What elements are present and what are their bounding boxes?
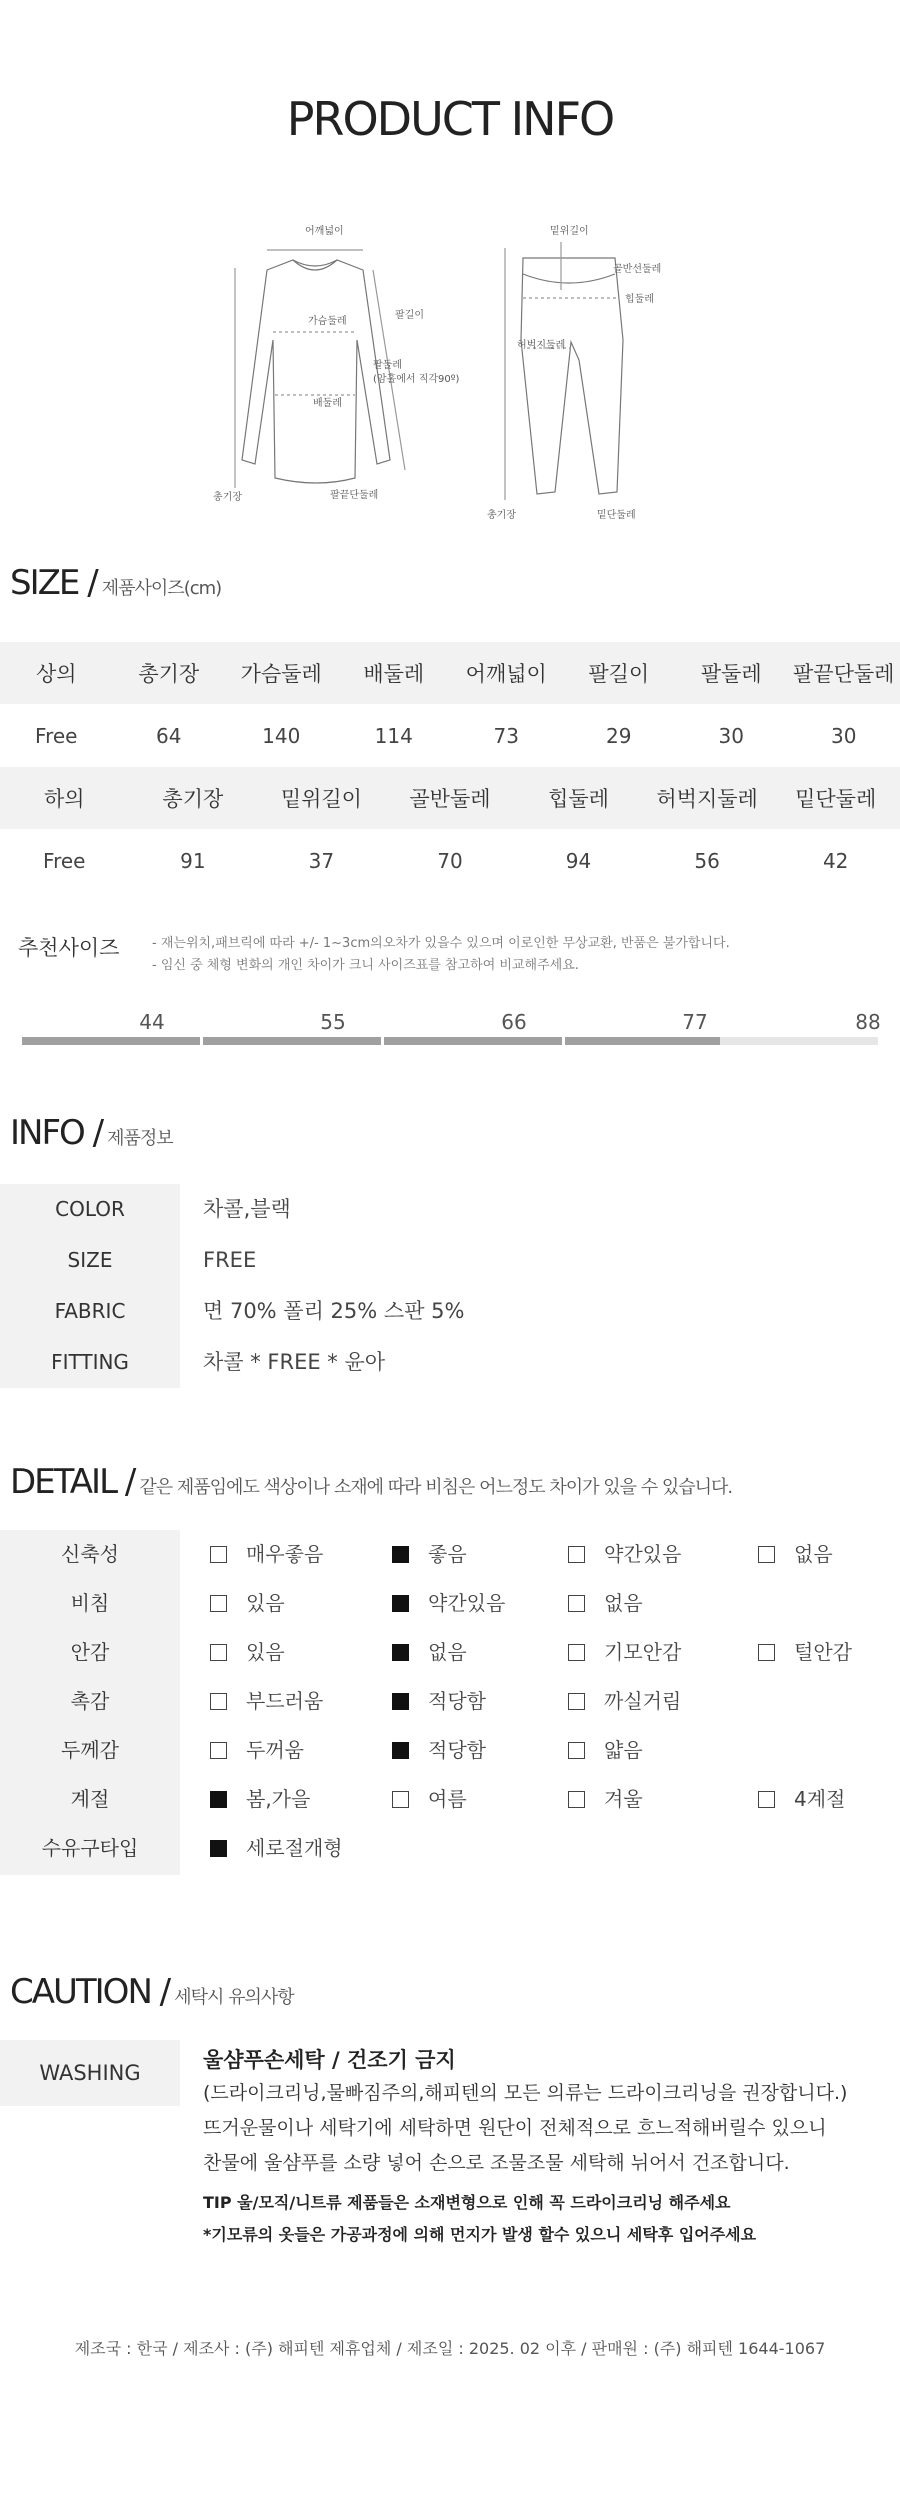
- checkbox[interactable]: [392, 1546, 409, 1563]
- size-heading-title: SIZE /: [10, 563, 97, 603]
- table-header-cell: 힙둘레: [514, 767, 643, 829]
- option-label: 두꺼움: [246, 1738, 304, 1762]
- diagram-label: 어깨넓이: [305, 226, 344, 237]
- detail-key: 안감: [70, 1640, 110, 1664]
- option-label: 있음: [246, 1640, 285, 1664]
- option-label: 세로절개형: [246, 1836, 343, 1860]
- checkbox[interactable]: [392, 1693, 409, 1710]
- checkbox[interactable]: [392, 1644, 409, 1661]
- detail-heading-sub: 같은 제품임에도 색상이나 소재에 따라 비침은 어느정도 차이가 있을 수 있습니다.: [139, 1477, 733, 1498]
- diagram-label: 팔끝단둘레: [330, 490, 379, 501]
- table-header-cell: 골반둘레: [386, 767, 515, 829]
- info-value: 차콜,블랙: [203, 1197, 291, 1221]
- detail-key: 촉감: [70, 1689, 110, 1713]
- table-header-cell: 허벅지둘레: [643, 767, 772, 829]
- option-label: 좋음: [428, 1542, 467, 1566]
- checkbox[interactable]: [568, 1546, 585, 1563]
- option-label: 부드러움: [246, 1689, 324, 1713]
- detail-key: 계절: [70, 1787, 110, 1811]
- washing-line: TIP 울/모직/니트류 제품들은 소재변형으로 인해 꼭 드라이크리닝 해주세요: [203, 2193, 731, 2212]
- table-cell: Free: [35, 723, 78, 748]
- table-cell: 140: [262, 723, 301, 748]
- detail-heading: [10, 1462, 732, 1502]
- size-scale-segment: [565, 1037, 720, 1045]
- bottom-size-table: [0, 767, 900, 892]
- checkbox[interactable]: [210, 1840, 227, 1857]
- detail-row: [0, 1628, 900, 1677]
- checkbox[interactable]: [568, 1595, 585, 1612]
- table-header-cell: 팔길이: [563, 642, 676, 704]
- size-scale-segment: [720, 1037, 878, 1045]
- info-key: FITTING: [0, 1337, 180, 1388]
- table-cell: 64: [156, 723, 182, 748]
- diagram-label: 배둘레: [313, 398, 342, 409]
- checkbox[interactable]: [568, 1693, 585, 1710]
- info-row: [0, 1184, 900, 1235]
- size-note: - 임신 중 체형 변화의 개인 차이가 크니 사이즈표를 참고하여 비교해주세요.: [152, 958, 579, 973]
- table-row: [0, 704, 900, 767]
- washing-key: WASHING: [0, 2040, 180, 2106]
- table-header-cell: 배둘레: [338, 642, 451, 704]
- checkbox[interactable]: [758, 1791, 775, 1808]
- table-header-cell: 총기장: [113, 642, 226, 704]
- table-cell: Free: [43, 848, 86, 873]
- checkbox[interactable]: [758, 1546, 775, 1563]
- option-label: 겨울: [604, 1787, 643, 1811]
- option-label: 봄,가을: [246, 1787, 311, 1811]
- diagram-label: 총기장: [487, 510, 516, 521]
- detail-key: 두께감: [61, 1738, 119, 1762]
- table-cell: 94: [565, 848, 592, 873]
- caution-heading-sub: 세탁시 유의사항: [174, 1987, 294, 2008]
- table-header-cell: 팔끝단둘레: [788, 642, 900, 704]
- checkbox[interactable]: [392, 1595, 409, 1612]
- info-heading: [10, 1113, 173, 1153]
- table-row: [0, 829, 900, 892]
- diagram-label: 팔길이: [395, 310, 424, 321]
- info-value: 차콜 * FREE * 윤아: [203, 1350, 386, 1374]
- option-label: 약간있음: [604, 1542, 682, 1566]
- caution-heading-title: CAUTION /: [10, 1972, 170, 2012]
- checkbox[interactable]: [568, 1644, 585, 1661]
- detail-key: 수유구타입: [41, 1836, 139, 1860]
- size-diagram: [205, 220, 665, 530]
- scale-label: 88: [855, 1010, 881, 1034]
- option-label: 적당함: [428, 1738, 486, 1762]
- checkbox[interactable]: [568, 1742, 585, 1759]
- table-header-cell: 팔둘레: [675, 642, 788, 704]
- option-label: 기모안감: [604, 1640, 682, 1664]
- option-label: 약간있음: [428, 1591, 506, 1615]
- washing-line: 뜨거운물이나 세탁기에 세탁하면 원단이 전체적으로 흐느적해버릴수 있으니: [203, 2117, 827, 2139]
- checkbox[interactable]: [568, 1791, 585, 1808]
- diagram-label: 팔둘레: [373, 360, 402, 371]
- option-label: 4계절: [794, 1787, 846, 1811]
- table-header-cell: 가슴둘레: [225, 642, 338, 704]
- top-size-table: [0, 642, 900, 767]
- washing-line: (드라이크리닝,물빠짐주의,해피텐의 모든 의류는 드라이크리닝을 권장합니다.): [203, 2082, 848, 2104]
- table-cell: 42: [822, 848, 849, 873]
- info-heading-sub: 제품정보: [107, 1128, 173, 1149]
- size-heading-sub: 제품사이즈(cm): [101, 578, 222, 599]
- info-key: COLOR: [0, 1184, 180, 1235]
- size-note: - 재는위치,패브릭에 따라 +/- 1~3cm의오차가 있을수 있으며 이로인한 무상교환, 반품은 불가합니다.: [152, 936, 730, 951]
- table-header-cell: 어깨넓이: [450, 642, 563, 704]
- table-header-cell: 상의: [0, 642, 113, 704]
- detail-heading-title: DETAIL /: [10, 1462, 135, 1502]
- scale-label: 44: [139, 1010, 165, 1034]
- size-scale-segment: [203, 1037, 381, 1045]
- table-header-cell: 하의: [0, 767, 129, 829]
- diagram-label: 골반선둘레: [613, 264, 662, 275]
- checkbox[interactable]: [210, 1595, 227, 1612]
- info-row: [0, 1337, 900, 1388]
- table-cell: 91: [180, 848, 206, 873]
- size-heading: [10, 563, 221, 603]
- table-cell: 73: [493, 723, 519, 748]
- checkbox[interactable]: [392, 1791, 409, 1808]
- table-header-row: [0, 642, 900, 704]
- option-label: 매우좋음: [246, 1542, 324, 1566]
- detail-row: [0, 1530, 900, 1579]
- detail-row: [0, 1775, 900, 1824]
- info-value: FREE: [203, 1248, 257, 1272]
- option-label: 얇음: [604, 1738, 643, 1762]
- table-header-cell: 총기장: [129, 767, 258, 829]
- table-header-row: [0, 767, 900, 829]
- diagram-label: (암홀에서 직각90º): [373, 374, 460, 385]
- recommend-size-label: 추천사이즈: [18, 936, 120, 960]
- diagram-label: 힙둘레: [625, 294, 654, 305]
- detail-row: [0, 1579, 900, 1628]
- detail-row: [0, 1677, 900, 1726]
- footer-info: 제조국 : 한국 / 제조사 : (주) 해피텐 제휴업체 / 제조일 : 2025. 02 이후 / 판매원 : (주) 해피텐 1644-1067: [74, 2339, 826, 2358]
- scale-label: 66: [501, 1010, 527, 1034]
- info-key: FABRIC: [0, 1286, 180, 1337]
- checkbox[interactable]: [210, 1546, 227, 1563]
- table-cell: 37: [308, 848, 335, 873]
- checkbox[interactable]: [210, 1644, 227, 1661]
- table-cell: 114: [374, 723, 413, 748]
- option-label: 적당함: [428, 1689, 486, 1713]
- diagram-label: 가슴둘레: [308, 316, 347, 327]
- option-label: 없음: [428, 1640, 467, 1664]
- checkbox[interactable]: [758, 1644, 775, 1661]
- info-row: [0, 1235, 900, 1286]
- washing-line: 찬물에 울샴푸를 소량 넣어 손으로 조물조물 세탁해 뉘어서 건조합니다.: [203, 2152, 790, 2174]
- detail-key: 신축성: [61, 1542, 119, 1566]
- diagram-label: 총기장: [213, 492, 242, 503]
- option-label: 여름: [428, 1787, 467, 1811]
- detail-row: [0, 1824, 900, 1873]
- washing-line: *기모류의 옷들은 가공과정에 의해 먼지가 발생 할수 있으니 세탁후 입어주세요: [203, 2225, 757, 2244]
- checkbox[interactable]: [392, 1742, 409, 1759]
- info-row: [0, 1286, 900, 1337]
- option-label: 있음: [246, 1591, 285, 1615]
- table-cell: 29: [606, 723, 632, 748]
- checkbox[interactable]: [210, 1693, 227, 1710]
- diagram-label: 밑단둘레: [597, 510, 636, 521]
- bottom-garment-drawing: [505, 242, 623, 500]
- scale-label: 77: [682, 1010, 708, 1034]
- table-cell: 56: [694, 848, 720, 873]
- option-label: 털안감: [794, 1640, 852, 1664]
- option-label: 없음: [794, 1542, 833, 1566]
- washing-line: 울샴푸손세탁 / 건조기 금지: [203, 2048, 456, 2072]
- scale-label: 55: [320, 1010, 346, 1034]
- checkbox[interactable]: [210, 1791, 227, 1808]
- table-cell: 70: [437, 848, 463, 873]
- option-label: 까실거림: [604, 1689, 682, 1713]
- table-header-cell: 밑위길이: [257, 767, 386, 829]
- detail-key: 비침: [70, 1591, 110, 1615]
- detail-row: [0, 1726, 900, 1775]
- diagram-label: 밑위길이: [550, 226, 589, 237]
- checkbox[interactable]: [210, 1742, 227, 1759]
- diagram-label: 허벅지둘레: [517, 340, 566, 351]
- caution-heading: [10, 1972, 294, 2012]
- info-heading-title: INFO /: [10, 1113, 103, 1153]
- info-key: SIZE: [0, 1235, 180, 1286]
- size-scale-segment: [384, 1037, 562, 1045]
- table-cell: 30: [718, 723, 744, 748]
- size-scale-segment: [22, 1037, 200, 1045]
- table-cell: 30: [831, 723, 857, 748]
- option-label: 없음: [604, 1591, 643, 1615]
- table-header-cell: 밑단둘레: [771, 767, 900, 829]
- info-value: 면 70% 폴리 25% 스판 5%: [203, 1299, 465, 1323]
- page-title: PRODUCT INFO: [286, 92, 614, 146]
